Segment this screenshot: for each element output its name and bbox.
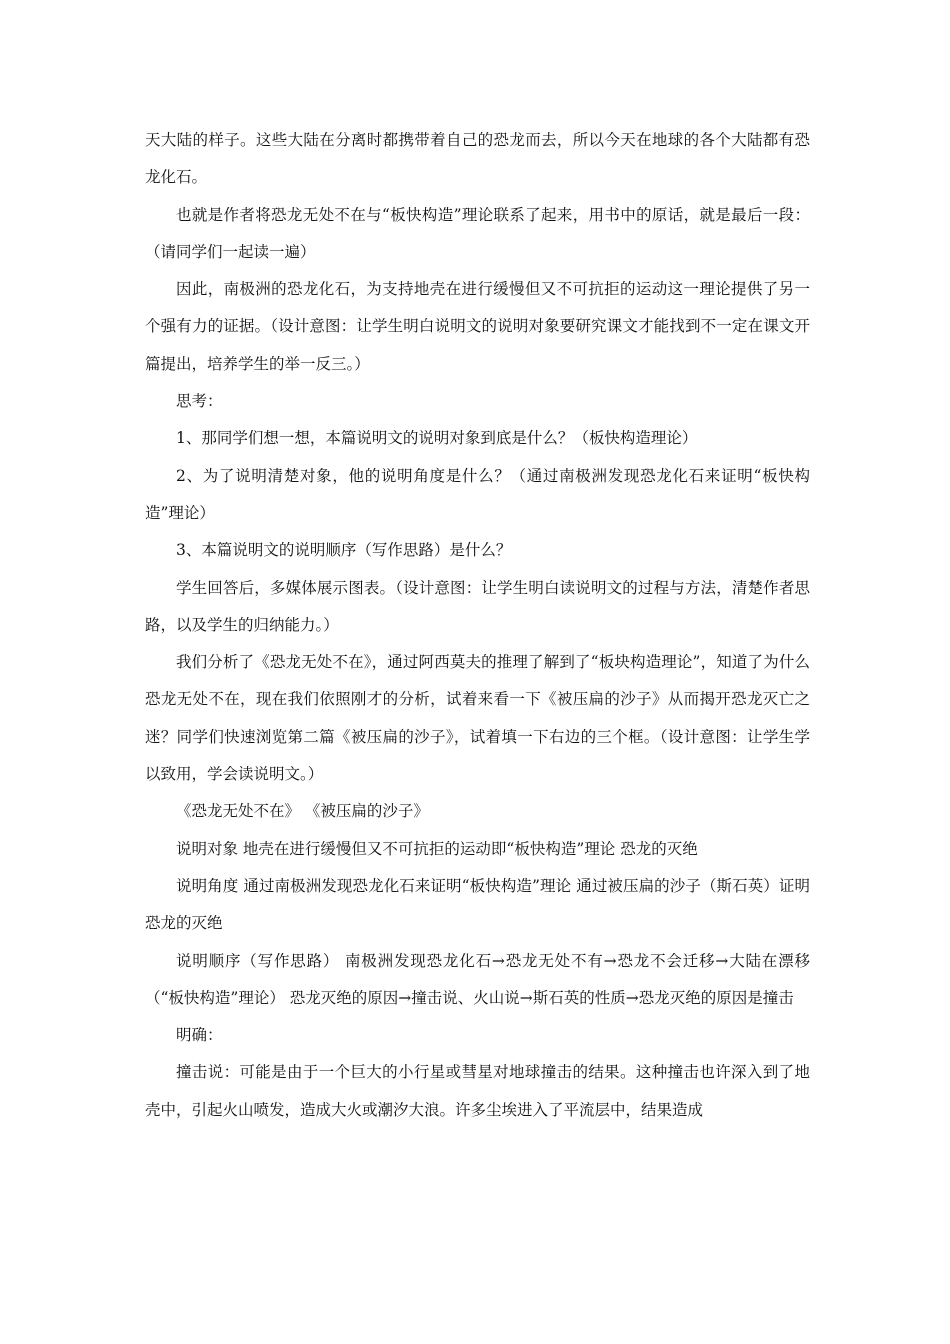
paragraph: 天大陆的样子。这些大陆在分离时都携带着自己的恐龙而去，所以今天在地球的各个大陆都有恐龙化石。 xyxy=(145,131,810,187)
paragraph: 学生回答后，多媒体展示图表。（设计意图：让学生明白读说明文的过程与方法，清楚作者思路，以及学生的归纳能力。） xyxy=(145,578,810,634)
thinking-heading: 思考： xyxy=(176,392,223,411)
comparison-row: 说明对象 地壳在进行缓慢但又不可抗拒的运动即“板快构造”理论 恐龙的灭绝 xyxy=(176,839,698,858)
paragraph: 撞击说：可能是由于一个巨大的小行星或彗星对地球撞击的结果。这种撞击也许深入到了地壳中，引起火山喷发，造成大火或潮汐大浪。许多尘埃进入了平流层中，结果造成 xyxy=(145,1063,810,1119)
paragraph: 我们分析了《恐龙无处不在》，通过阿西莫夫的推理了解到了“板块构造理论”，知道了为什么恐龙无处不在，现在我们依照刚才的分析，试着来看一下《被压扁的沙子》从而揭开恐龙灭亡之迷？同学们快速浏览第二篇《被压扁的沙子》，试着填一下右边的三个框。（设计意图：让学生学以致用，学会读说明文。） xyxy=(145,653,810,784)
paragraph: 因此，南极洲的恐龙化石，为支持地壳在进行缓慢但又不可抗拒的运动这一理论提供了另一个强有力的证据。（设计意图：让学生明白说明文的说明对象要研究课文才能找到不一定在课文开篇提出，培养学生的举一反三。） xyxy=(145,280,810,373)
comparison-header: 《恐龙无处不在》 《被压扁的沙子》 xyxy=(176,802,429,821)
paragraph: 也就是作者将恐龙无处不在与“板快构造”理论联系了起来，用书中的原话，就是最后一段：（请同学们一起读一遍） xyxy=(145,205,810,261)
comparison-row: 说明角度 通过南极洲发现恐龙化石来证明“板快构造”理论 通过被压扁的沙子（斯石英）证明恐龙的灭绝 xyxy=(145,876,810,933)
question-item: 1、那同学们想一想，本篇说明文的说明对象到底是什么？（板快构造理论） xyxy=(176,429,698,448)
comparison-row: 说明顺序（写作思路） 南极洲发现恐龙化石→恐龙无处不有→恐龙不会迁移→大陆在漂移（“板快构造”理论） 恐龙灭绝的原因→撞击说、火山说→斯石英的性质→恐龙灭绝的原因是撞击 xyxy=(145,951,810,1007)
question-item: 2、为了说明清楚对象，他的说明角度是什么？（通过南极洲发现恐龙化石来证明“板快构造”理论） xyxy=(145,466,810,522)
clarify-heading: 明确： xyxy=(176,1026,223,1045)
document-body xyxy=(145,122,810,1129)
question-item: 3、本篇说明文的说明顺序（写作思路）是什么？ xyxy=(176,541,512,560)
